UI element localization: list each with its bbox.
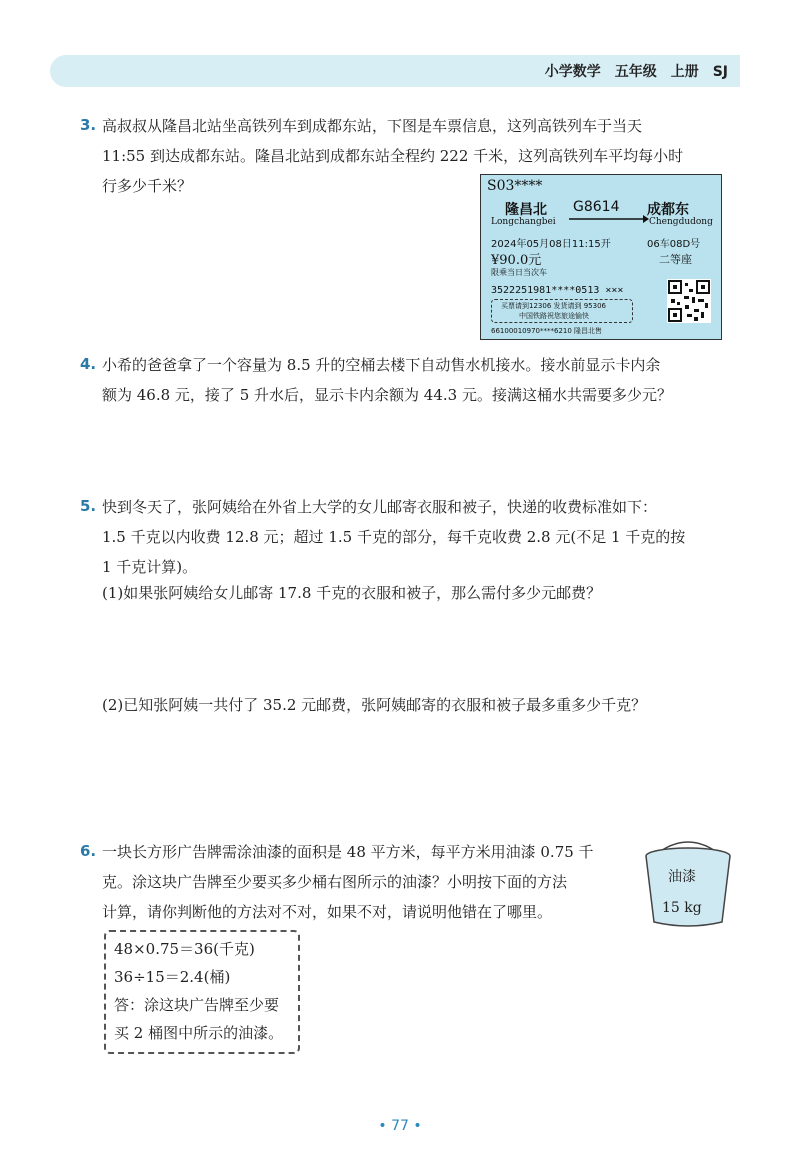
question-3-number: 3. [80,116,97,134]
question-3-line-2: 11:55 到达成都东站。隆昌北站到成都东站全程约 222 千米，这列高铁列车平均每小时 [102,147,684,165]
calc-line-1: 48×0.75＝36(千克) [114,940,255,958]
ticket-train-number: G8614 [573,199,620,215]
question-6-number: 6. [80,842,97,860]
header-title: 小学数学 五年级 上册 SJ [544,64,728,80]
arrow-icon [569,215,649,223]
question-3-line-3: 行多少千米？ [102,177,193,195]
page-number: • 77 • [378,1118,422,1134]
bucket-label: 油漆 [668,869,696,885]
question-5-line-3: 1 千克计算)。 [102,558,198,576]
ticket-id-number: 3522251981****0513 ××× [491,285,624,296]
calc-line-3: 答：涂这块广告牌至少要 [114,996,280,1014]
ticket-note: 限乘当日当次车 [491,268,547,277]
bucket-weight: 15 kg [662,900,702,916]
calculation-box [104,930,300,1054]
calc-line-4: 买 2 桶图中所示的油漆。 [114,1024,284,1042]
ticket-seat: 06车08D号 [647,239,701,250]
question-5-number: 5. [80,497,97,515]
question-4-number: 4. [80,355,97,373]
question-6-line-2: 克。涂这块广告牌至少要买多少桶右图所示的油漆？小明按下面的方法 [102,873,568,891]
ticket-hint-2: 中国铁路祝您旅途愉快 [519,312,589,320]
question-5-line-2: 1.5 千克以内收费 12.8 元；超过 1.5 千克的部分，每千克收费 2.8 元(不足 1 千克的按 [102,528,686,546]
ticket-to: 成都东 [647,202,689,218]
question-4-line-1: 小希的爸爸拿了一个容量为 8.5 升的空桶去楼下自动售水机接水。接水前显示卡内余 [102,356,661,374]
ticket-class: 二等座 [659,253,692,266]
ticket-price: ¥90.0元 [491,253,542,268]
ticket-code: S03**** [487,178,543,194]
calc-line-2: 36÷15＝2.4(桶) [114,968,231,986]
question-5-sub-1: (1)如果张阿姨给女儿邮寄 17.8 千克的衣服和被子，那么需付多少元邮费？ [102,584,602,602]
question-5-line-1: 快到冬天了，张阿姨给在外省上大学的女儿邮寄衣服和被子，快递的收费标准如下： [102,498,658,516]
question-6-line-3: 计算，请你判断他的方法对不对，如果不对，请说明他错在了哪里。 [102,903,553,921]
question-5-sub-2: (2)已知张阿姨一共付了 35.2 元邮费，张阿姨邮寄的衣服和被子最多重多少千克？ [102,696,647,714]
ticket-from-pinyin: Longchangbei [491,217,556,227]
ticket-from: 隆昌北 [505,202,547,218]
question-4-line-2: 额为 46.8 元，接了 5 升水后，显示卡内余额为 44.3 元。接满这桶水共需要多少元？ [102,386,672,404]
train-ticket [480,174,722,340]
question-3-line-1: 高叔叔从隆昌北站坐高铁列车到成都东站，下图是车票信息，这列高铁列车于当天 [102,117,643,135]
ticket-datetime: 2024年05月08日11:15开 [491,239,611,250]
qr-code-icon [667,279,711,323]
question-6-line-1: 一块长方形广告牌需涂油漆的面积是 48 平方米，每平方米用油漆 0.75 千 [102,843,594,861]
ticket-hint-1: 买票请到12306 发货请到 95306 [501,302,606,310]
ticket-to-pinyin: Chengdudong [649,217,713,227]
ticket-serial: 66100010970****6210 隆昌北售 [491,327,603,335]
